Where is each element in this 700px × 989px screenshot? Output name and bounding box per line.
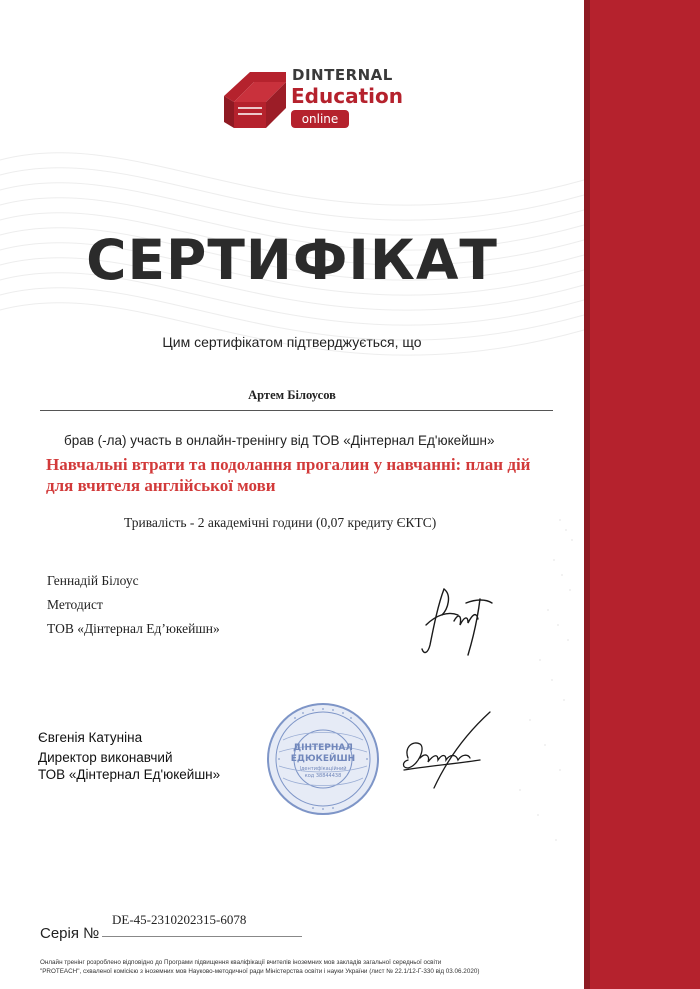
- signatory1-org: ТОВ «Дінтернал Ед’юкейшн»: [47, 621, 220, 636]
- course-title-line-2: для вчителя англійської мови: [46, 476, 276, 495]
- recipient-name: Артем Білоусов: [248, 388, 336, 402]
- stamp-center-line-3: Ідентифікаційний: [299, 766, 347, 772]
- red-side-stripe: [584, 0, 700, 989]
- stamp-center-line-2: ЕДЮКЕЙШН: [290, 754, 356, 764]
- course-duration: Тривалість - 2 академічні години (0,07 кредиту ЄКТС): [124, 515, 437, 530]
- signatory2-org: ТОВ «Дінтернал Ед'юкейшн»: [38, 767, 221, 782]
- logo-wordmark-education: Education: [291, 84, 403, 108]
- signature-methodist: [418, 585, 496, 659]
- stamp-center-line-4: код 38844438: [304, 773, 342, 779]
- footer-note: [40, 958, 570, 976]
- footer-note-line-2: "PROTEACH", схваленої комісією з іноземних мов Науково-методичної ради Міністерства освіти і науки України (лист № 22.1/12-Г-330 від 03.06.2020): [40, 968, 480, 975]
- signature-director: [398, 708, 494, 794]
- signatory1-role: Методист: [47, 597, 103, 612]
- signatory1-name: Геннадій Білоус: [47, 573, 139, 588]
- signatory2-role: Директор виконавчий: [38, 750, 173, 765]
- series-label: Серія №: [40, 925, 100, 942]
- company-seal-stamp: [263, 700, 383, 818]
- participation-text: брав (-ла) участь в онлайн-тренінгу від ТОВ «Дінтернал Ед'юкейшн»: [64, 433, 495, 448]
- course-title: [46, 454, 586, 496]
- logo-online-badge-label: online: [301, 112, 339, 126]
- certificate-subtitle: Цим сертифікатом підтверджується, що: [162, 334, 422, 350]
- course-title-line-1: Навчальні втрати та подолання прогалин у навчанні: план дій: [46, 455, 531, 474]
- logo-wordmark-dinternal: DINTERNAL: [292, 66, 393, 84]
- series-number: DE-45-2310202315-6078: [112, 912, 247, 927]
- signatory2-name: Євгенія Катуніна: [38, 730, 143, 745]
- recipient-underline: [40, 410, 553, 411]
- stamp-center-line-1: ДІНТЕРНАЛ: [293, 743, 353, 753]
- series-underline: [102, 936, 302, 937]
- footer-note-line-1: Онлайн тренінг розроблено відповідно до Програми підвищення кваліфікації вчителів іноземних мов закладів загальної середньої освіти: [40, 959, 442, 966]
- certificate-title: СЕРТИФІКАТ: [86, 228, 498, 292]
